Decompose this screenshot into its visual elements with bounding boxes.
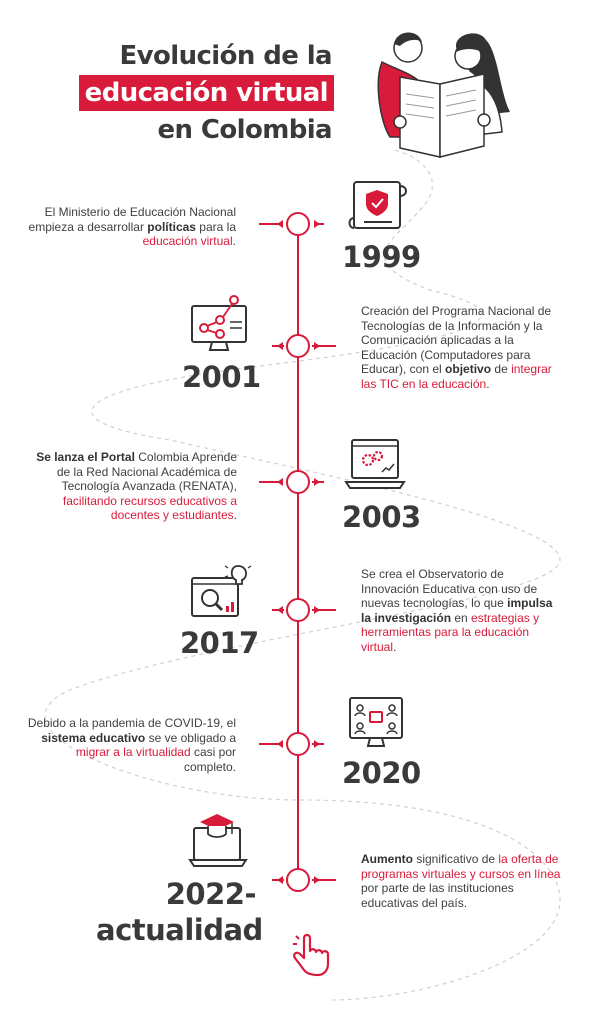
arrow-right-3 [314, 478, 320, 486]
description-segment: facilitando recursos educativos a docentes y estudiantes [62, 493, 237, 522]
video-conference-icon [344, 694, 408, 750]
description-segment: Se crea el Observatorio de Innovación Educativa con uso de nuevas tecnologías, lo que [361, 567, 538, 610]
description-segment: en [451, 610, 472, 625]
description-segment: Debido a la pandemia de COVID-19, el [27, 716, 236, 730]
event-description [20, 450, 237, 523]
description-segment: significativo de [413, 852, 499, 866]
description-segment: . [233, 508, 237, 522]
description-segment: . [486, 376, 490, 391]
event-year: 2003 [342, 500, 421, 534]
event-year: 2020 [342, 756, 421, 790]
description-segment: sistema educativo [41, 730, 146, 745]
description-segment: de [491, 362, 512, 376]
event-description [361, 567, 561, 654]
description-segment: para la [195, 219, 236, 234]
arrow-left-5 [277, 740, 283, 748]
arrow-left-6 [277, 876, 283, 884]
description-segment: impulsa la investigación [361, 596, 553, 625]
description-segment: por parte de las instituciones educativas del país. [361, 881, 514, 910]
monitor-network-icon [190, 292, 250, 354]
title-line-2-highlight: educación virtual [79, 75, 334, 111]
arrow-left-3 [277, 478, 283, 486]
description-segment: políticas [147, 219, 196, 234]
timeline-line [297, 224, 299, 882]
event-description [18, 205, 236, 249]
description-segment: . [393, 639, 397, 654]
laptop-gears-icon [344, 436, 406, 492]
certificate-shield-icon [348, 178, 412, 234]
arrow-left-2 [277, 342, 283, 350]
description-segment: estrategias y herramientas para la educación virtual [361, 610, 540, 654]
event-description [22, 716, 236, 774]
arrow-right-5 [314, 740, 320, 748]
description-segment: Aumento [361, 852, 413, 866]
event-description [361, 852, 561, 910]
event-year: 1999 [342, 240, 421, 274]
description-segment: Se lanza el Portal [36, 450, 135, 464]
children-reading-book-icon [360, 22, 520, 162]
pointing-hand-icon [288, 932, 332, 978]
description-segment: se ve obligado a [145, 730, 236, 745]
description-segment: Creación del Programa Nacional de Tecnologías de la Información y la Comunicación aplicadas a la Educación (Computadores para Educar), con el [361, 304, 552, 376]
description-segment: integrar las TIC en la educación [361, 362, 552, 391]
title-line-1: Evolución de la [119, 41, 332, 71]
arrow-left-4 [277, 606, 283, 614]
description-segment: . [232, 234, 236, 248]
graduation-laptop-icon [188, 810, 252, 870]
innovation-search-icon [190, 562, 252, 620]
description-segment: casi por completo. [183, 745, 236, 774]
arrow-left-1 [277, 220, 283, 228]
event-description [361, 304, 561, 391]
description-segment: la oferta de programas virtuales y cursos en línea [361, 852, 561, 881]
title-line-3: en Colombia [157, 115, 332, 145]
description-segment: educación virtual [142, 234, 233, 248]
arrow-right-4 [314, 606, 320, 614]
description-segment: Colombia Aprende de la Red Nacional Académica de Tecnología Avanzada (RENATA), [56, 450, 237, 493]
arrow-right-6 [314, 876, 320, 884]
description-segment: objetivo [445, 362, 492, 376]
event-year: 2001 [182, 360, 261, 394]
arrow-right-2 [314, 342, 320, 350]
arrow-right-1 [314, 220, 320, 228]
event-year-line: 2022- actualidad [96, 877, 263, 947]
description-segment: migrar a la virtualidad [75, 745, 191, 759]
event-year: 2017 [180, 626, 259, 660]
description-segment: El Ministerio de Educación Nacional empieza a desarrollar [28, 205, 236, 234]
